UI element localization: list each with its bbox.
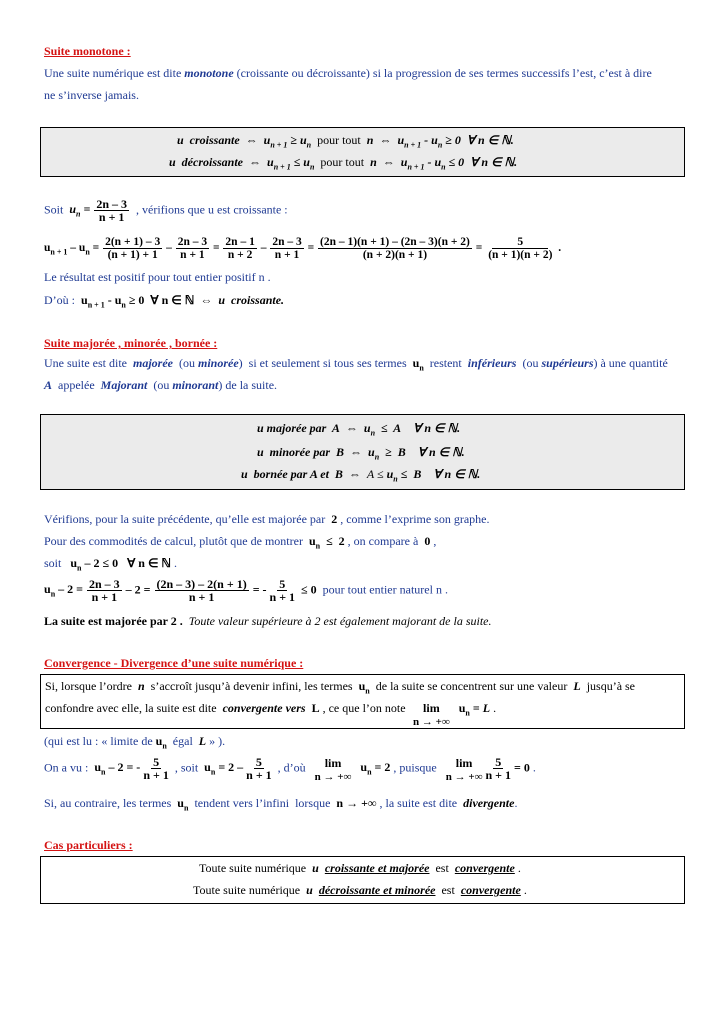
definition-decroissante: u décroissante ⇔ $u_{n + 1} \le u_n$ pour tout n ⇔ $u_{n + 1} - u_n \le 0$ ∀ n ∈ ℕ. [169,155,518,172]
divergence-line: Si, au contraire, les termes $u_n$ tendent vers l’infini lorsque n → +∞ , la suite est dite divergente. [44,796,518,813]
example2-line1: Vérifions, pour la suite précédente, qu’elle est majorée par 2 , comme l’exprime son graphe. [44,512,490,526]
example2-line2: Pour des commodités de calcul, plutôt que de montrer $u_n \le 2$ , on compare à 0 , [44,534,437,551]
example2-conclusion: La suite est majorée par 2 . Toute valeur supérieure à 2 est également majorant de la suite. [44,614,492,628]
convergence-definition-box [40,674,685,729]
bornee-definition-box [40,414,685,490]
monotone-text-line1: Une suite numérique est dite monotone (croissante ou décroissante) si la progression de ses termes successifs l’est, c’est à dire [44,66,652,80]
section-title-bornee: Suite majorée , minorée , bornée : [44,336,218,350]
bornee-text-line1: Une suite est dite majorée (ou minorée) si et seulement si tous ses termes $u_n$ restent inférieurs (ou supérieurs) à une quantité [44,356,668,373]
section-title-convergence: Convergence - Divergence d’une suite numérique : [44,656,304,670]
example-calculation-line: $u_{n + 1} - u_n$ = $\frac{2(n + 1) - 3}{(n + 1) + 1}$ – $\frac{2n - 3}{n + 1}$ = $\frac{2n - 1}{n + 2}$ – $\frac{2n - 3}{n + 1}$ = $\frac{(2n - 1)(n + 1) - (2n - 3)(n + 2)}{(n + 2)(n + 1)}$ = $\frac{5}{(n + 1)(n + 2)}$ . [44,236,562,261]
definition-croissante: u croissante ⇔ $u_{n + 1} \ge u_n$ pour tout n ⇔ $u_{n + 1} - u_n \ge 0$ ∀ n ∈ ℕ. [177,133,514,150]
cas-particuliers-box [40,856,685,904]
convergence-box-line2: confondre avec elle, la suite est dite convergente vers L , ce que l’on note [45,701,406,715]
convergence-example-line: On a vu : $u_n - 2$ = - $\frac{5}{n + 1}$ , soit $u_n = 2$ – $\frac{5}{n + 1}$ , d’où lim n → +∞ $u_n = 2$ , puisque lim n → +∞ $\frac{5}{n + 1}$ = 0 . [44,755,536,783]
convergence-limit-notation: lim n → +∞ $u_n = L$ . [413,701,497,728]
definition-bornee: u bornée par A et B ⇔ $A \le u_n \le B$ ∀ n ∈ ℕ. [241,467,481,484]
convergence-read-line: (qui est lu : « limite de $u_n$ égal L » ). [44,734,226,751]
definition-majoree: u majorée par A ⇔ $u_n \le A$ ∀ n ∈ ℕ. [257,421,461,438]
cas-line1: Toute suite numérique u croissante et majorée est convergente . [199,861,521,875]
section-title-monotone: Suite monotone : [44,44,131,58]
convergence-box-line1: Si, lorsque l’ordre n s’accroît jusqu’à devenir infini, les termes $u_n$ de la suite se concentrent sur une valeur L jusqu’à se [45,679,636,696]
section-title-cas: Cas particuliers : [44,838,133,852]
example-result-line: Le résultat est positif pour tout entier positif n . [44,270,271,284]
example-conclusion-line: D’où : $u_{n + 1} - u_n \ge 0$ ∀ n ∈ ℕ ⇔ u croissante. [44,293,285,310]
example2-line3: soit $u_n - 2 \le 0$ ∀ n ∈ ℕ . [44,556,178,573]
cas-line2: Toute suite numérique u décroissante et minorée est convergente . [193,883,527,897]
monotone-text-line2: ne s’inverse jamais. [44,88,139,102]
monotone-definition-box [40,127,685,177]
example2-calculation: $u_n - 2$ = $\frac{2n - 3}{n + 1}$ – 2 = $\frac{(2n - 3) - 2(n + 1)}{n + 1}$ = - $\frac{5}{n + 1}$ ≤ 0 pour tout entier naturel n . [44,577,448,604]
example-soit-line: Soit $u_n$ = $\frac{2n - 3}{n + 1}$ , vérifions que u est croissante : [44,197,288,224]
definition-minoree: u minorée par B ⇔ $u_n \ge B$ ∀ n ∈ ℕ. [257,445,465,462]
bornee-text-line2: A appelée Majorant (ou minorant) de la suite. [44,378,278,392]
